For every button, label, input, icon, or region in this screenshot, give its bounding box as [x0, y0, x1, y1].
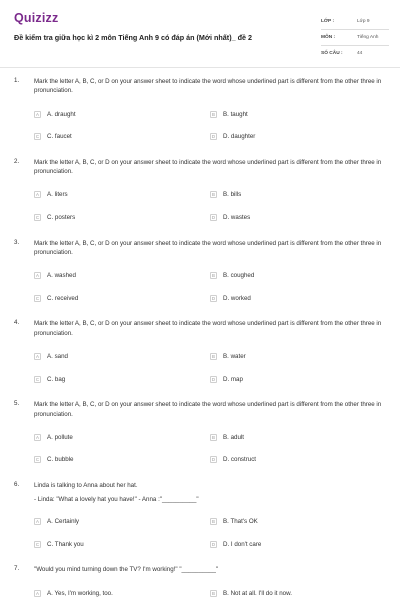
- option-row: [34, 264, 386, 287]
- option-letter-box[interactable]: B: [210, 272, 217, 279]
- answer-options: [34, 345, 386, 390]
- answer-option[interactable]: [34, 272, 210, 279]
- option-letter-box[interactable]: D: [211, 541, 216, 547]
- option-letter-box[interactable]: D: [211, 376, 216, 382]
- question-number: 4.: [14, 319, 20, 327]
- option-label: A. liters: [47, 191, 68, 199]
- option-label: A. washed: [47, 272, 76, 280]
- option-label: B. bills: [223, 191, 242, 199]
- answer-option[interactable]: [34, 111, 210, 118]
- answer-option[interactable]: [34, 456, 210, 463]
- answer-options: [34, 582, 386, 605]
- option-label: D. worked: [223, 294, 251, 302]
- option-row: [34, 184, 386, 207]
- option-label: B. coughed: [223, 272, 255, 280]
- option-label: A. draught: [47, 110, 76, 118]
- option-letter-box[interactable]: A: [34, 111, 41, 118]
- meta-label: SỐ CÂU :: [321, 51, 343, 56]
- option-label: A. pollute: [47, 433, 73, 441]
- option-label: B. That's OK: [223, 518, 258, 526]
- option-label: A. Certainly: [47, 518, 79, 526]
- option-label: D. map: [223, 375, 243, 383]
- question-number: 1.: [14, 77, 20, 84]
- option-row: [34, 426, 386, 449]
- question-item: [0, 481, 400, 555]
- option-label: C. faucet: [47, 133, 72, 141]
- answer-option[interactable]: [210, 111, 386, 118]
- option-letter-box[interactable]: A: [34, 191, 41, 198]
- option-row: [34, 582, 386, 605]
- option-letter-box[interactable]: D: [211, 214, 216, 220]
- question-number: 6.: [14, 481, 20, 489]
- option-label: A. Yes, I'm working, too.: [47, 589, 113, 597]
- quizizz-logo: Quizizz: [14, 11, 59, 25]
- option-letter-box[interactable]: C: [35, 295, 40, 301]
- option-label: D. wastes: [223, 213, 251, 221]
- document-title: Đề kiểm tra giữa học kì 2 môn Tiếng Anh 9 có đáp án (Mới nhất)_ đề 2: [14, 33, 252, 42]
- option-label: D. I don't care: [223, 540, 262, 548]
- meta-row: [321, 30, 389, 46]
- meta-row: [321, 14, 389, 30]
- meta-value: 44: [357, 51, 363, 56]
- question-text: Mark the letter A, B, C, or D on your answer sheet to indicate the word whose underlined part is different from the other three in pronunciation.: [34, 239, 382, 257]
- answer-options: [34, 103, 386, 148]
- option-letter-box[interactable]: B: [210, 111, 217, 118]
- meta-table: [321, 14, 389, 61]
- meta-label: MÔN :: [321, 35, 336, 40]
- answer-option[interactable]: [34, 590, 210, 597]
- option-letter-box[interactable]: B: [210, 353, 217, 360]
- option-row: [34, 345, 386, 368]
- option-label: D. construct: [223, 456, 257, 464]
- option-letter-box[interactable]: A: [34, 590, 41, 597]
- option-label: C. bag: [47, 375, 66, 383]
- question-number: 3.: [14, 238, 20, 246]
- answer-option[interactable]: [210, 376, 386, 383]
- option-letter-box[interactable]: A: [34, 434, 41, 441]
- option-letter-box[interactable]: C: [35, 214, 40, 220]
- meta-row: [321, 46, 389, 61]
- answer-option[interactable]: [34, 214, 210, 221]
- option-letter-box[interactable]: C: [35, 376, 40, 382]
- option-letter-box[interactable]: B: [210, 191, 217, 198]
- option-letter-box[interactable]: B: [210, 518, 217, 525]
- answer-option[interactable]: [210, 191, 386, 198]
- question-item: [0, 565, 400, 604]
- answer-option[interactable]: [210, 541, 386, 548]
- option-letter-box[interactable]: A: [34, 353, 41, 360]
- option-letter-box[interactable]: C: [35, 457, 40, 463]
- option-letter-box[interactable]: D: [211, 134, 216, 140]
- option-letter-box[interactable]: A: [34, 518, 41, 525]
- question-text: "Would you mind turning down the TV? I'm working!" "__________": [34, 566, 219, 574]
- option-row: [34, 125, 386, 148]
- answer-option[interactable]: [210, 214, 386, 221]
- answer-option[interactable]: [34, 353, 210, 360]
- option-row: [34, 368, 386, 391]
- answer-option[interactable]: [34, 133, 210, 140]
- answer-option[interactable]: [210, 590, 386, 597]
- option-label: C. Thank you: [47, 540, 84, 548]
- option-row: [34, 103, 386, 126]
- meta-value: Lớp 9: [357, 19, 370, 24]
- option-row: [34, 510, 386, 533]
- answer-option[interactable]: [210, 133, 386, 140]
- option-label: B. water: [223, 353, 246, 360]
- question-list: [0, 77, 400, 614]
- option-letter-box[interactable]: D: [211, 457, 216, 463]
- question-number: 2.: [14, 157, 20, 165]
- question-text: Mark the letter A, B, C, or D on your answer sheet to indicate the word whose underlined part is different from the other three in pronunciation.: [34, 158, 382, 176]
- answer-option[interactable]: [34, 191, 210, 198]
- question-text: Mark the letter A, B, C, or D on your answer sheet to indicate the word whose underlined part is different from the other three in pronunciation.: [34, 401, 382, 418]
- answer-options: [34, 426, 386, 471]
- question-item: [0, 319, 400, 390]
- question-text: Mark the letter A, B, C, or D on your answer sheet to indicate the word whose underlined part is different from the other three in pronunciation.: [34, 78, 382, 95]
- meta-label: LỚP :: [321, 19, 335, 24]
- option-label: C. bubble: [47, 456, 74, 464]
- question-item: [0, 400, 400, 471]
- option-label: B. Not at all. I'll do it now.: [223, 589, 292, 597]
- option-label: B. taught: [223, 110, 248, 118]
- answer-option[interactable]: [210, 518, 386, 525]
- answer-options: [34, 184, 386, 229]
- answer-option[interactable]: [34, 376, 210, 383]
- answer-option[interactable]: [210, 295, 386, 302]
- option-letter-box[interactable]: A: [34, 272, 41, 279]
- option-row: [34, 449, 386, 472]
- question-item: [0, 77, 400, 148]
- question-item: [0, 239, 400, 310]
- answer-option[interactable]: [34, 434, 210, 441]
- question-text: Mark the letter A, B, C, or D on your answer sheet to indicate the word whose underlined part is different from the other three in pronunciation.: [34, 320, 382, 337]
- option-letter-box[interactable]: D: [211, 295, 216, 301]
- answer-option[interactable]: [210, 434, 386, 441]
- header: [0, 0, 400, 62]
- option-row: [34, 287, 386, 310]
- answer-option[interactable]: [210, 456, 386, 463]
- option-letter-box[interactable]: B: [210, 590, 217, 597]
- answer-options: [34, 264, 386, 309]
- question-item: [0, 158, 400, 229]
- header-divider: [0, 67, 400, 68]
- option-label: A. sand: [47, 353, 68, 360]
- question-text: Linda is talking to Anna about her hat.: [34, 482, 138, 490]
- question-dialogue: - Linda: "What a lovely hat you have!" - Anna :"__________": [34, 496, 199, 504]
- option-label: B. adult: [223, 433, 244, 441]
- answer-option[interactable]: [34, 541, 210, 548]
- answer-options: [34, 510, 386, 555]
- option-label: C. posters: [47, 213, 76, 221]
- answer-option[interactable]: [34, 295, 210, 302]
- option-letter-box[interactable]: B: [210, 434, 217, 441]
- option-letter-box[interactable]: C: [35, 541, 40, 547]
- option-row: [34, 533, 386, 556]
- answer-option[interactable]: [210, 353, 386, 360]
- option-label: D. daughter: [223, 133, 256, 141]
- meta-value: Tiếng Anh: [357, 35, 379, 40]
- answer-option[interactable]: [34, 518, 210, 525]
- option-letter-box[interactable]: C: [35, 134, 40, 140]
- option-row: [34, 206, 386, 229]
- answer-option[interactable]: [210, 272, 386, 279]
- question-number: 5.: [14, 400, 20, 408]
- question-number: 7.: [14, 565, 20, 573]
- option-label: C. received: [47, 294, 79, 302]
